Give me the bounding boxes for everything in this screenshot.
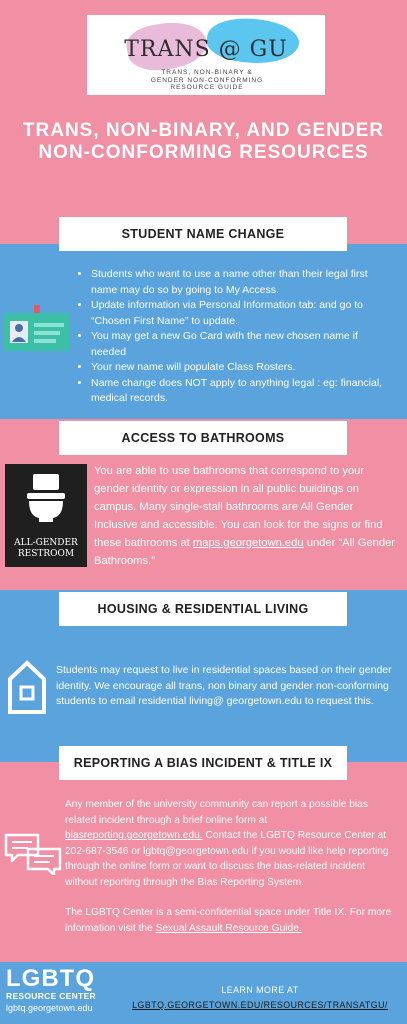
bathrooms-text: You are able to use bathrooms that correspond to your gender identity or expression in all public buildings on campus. Many single-stall bathrooms are All Gender Inclusive and accessible. You can look for the signs or find these bathrooms at maps.georgetown.edu under “All Gender Bathrooms.” — [94, 465, 396, 567]
footer-org-name: LGBTQ — [6, 965, 95, 992]
chat-bubbles-icon — [4, 833, 62, 875]
sexual-assault-guide-link[interactable]: Sexual Assault Resource Guide. — [155, 922, 302, 934]
learn-more-label: LEARN MORE AT — [221, 985, 299, 995]
heading-housing: HOUSING & RESIDENTIAL LIVING — [59, 592, 347, 626]
trans-at-gu-logo — [87, 15, 325, 95]
house-icon — [7, 659, 47, 715]
footer-learn-more — [118, 983, 402, 1013]
bias-text — [65, 797, 398, 936]
heading-bias: REPORTING A BIAS INCIDENT & TITLE IX — [59, 746, 347, 780]
logo-subtitle: TRANS, NON-BINARY & GENDER NON-CONFORMING RESOURCE GUIDE — [150, 69, 264, 91]
logo-title: TRANS @ GU — [124, 37, 288, 62]
page-title: TRANS, NON-BINARY, AND GENDER NON-CONFORMING RESOURCES — [22, 120, 385, 163]
toilet-icon — [25, 472, 67, 524]
learn-more-link[interactable]: LGBTQ.GEORGETOWN.EDU/RESOURCES/TRANSATGU/ — [132, 1000, 388, 1010]
restroom-sign-label: ALL-GENDER RESTROOM — [14, 538, 78, 559]
bias-paragraph-2: The LGBTQ Center is a semi-confidential space under Title IX. For more information visit the Sexual Assault Resource Guide. — [65, 907, 392, 934]
all-gender-restroom-sign — [5, 464, 87, 567]
footer-org-sub: RESOURCE CENTER — [6, 991, 96, 1001]
bias-paragraph-1: Any member of the university community can report a possible bias related incident through a brief online form at biasreporting.georgetown.edu. Contact the LGBTQ Resource Center at 202-687-3546 or lgbtq@georgetown.edu if you would like help reporting through the online form or want to discuss the bias-related incident without reporting through the Bias Reporting System. — [65, 799, 389, 888]
heading-bathrooms: ACCESS TO BATHROOMS — [59, 421, 347, 455]
maps-link[interactable]: maps.georgetown.edu — [192, 537, 304, 549]
list-item: • Students who want to use a name other than their legal first name may do so by going to My Access. — [91, 267, 395, 298]
bias-reporting-link[interactable]: biasreporting.georgetown.edu. — [65, 830, 203, 841]
name-change-list — [77, 267, 395, 407]
heading-name-change: STUDENT NAME CHANGE — [59, 217, 347, 251]
footer-org-url: lgbtq.georgetown.edu — [6, 1003, 93, 1013]
list-item: • Name change does NOT apply to anything legal : eg: financial, medical records. — [91, 376, 395, 407]
list-item: • You may get a new Go Card with the new chosen name if needed — [91, 329, 395, 360]
lgbtq-resource-center-logo — [6, 967, 116, 1014]
housing-text: Students may request to live in residential spaces based on their gender identity. We encourage all trans, non binary and gender non-conforming students to email residential living@ georgetown.edu to request this. — [56, 664, 392, 707]
list-item: • Your new name will populate Class Rosters. — [91, 360, 395, 376]
list-item: • Update information via Personal Information tab: and go to “Chosen First Name” to update. — [91, 298, 395, 329]
id-card-icon — [4, 305, 70, 351]
